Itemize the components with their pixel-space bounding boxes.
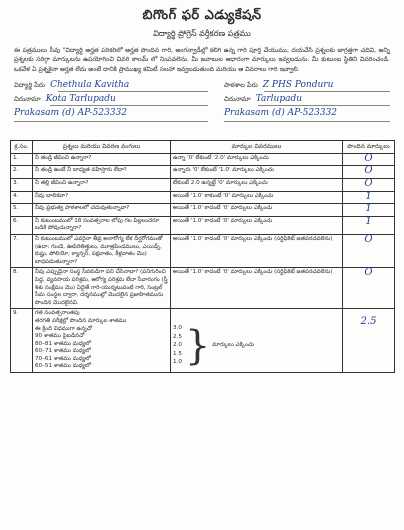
row-number: 1. (11, 153, 33, 166)
school-name-value: Z PHS Ponduru (262, 80, 334, 91)
row-question: నీ తల్లి జీవించి ఉన్నారా? (33, 179, 171, 192)
row-score-cell[interactable] (343, 268, 395, 309)
row-marks-rule: లేకుంటే 2.0 ఉన్నట్టే '0' మార్కులు ఎక్కించు (171, 179, 343, 192)
row-marks-rule: అయితే '1.0' కాదంటే '0' మార్కులు ఎక్కించు (సర్టిఫికెట్ జతపరచవలెను) (171, 268, 343, 309)
grade-option: 70–61 శాతము మధ్యలో (35, 355, 91, 362)
grade-option: 60–71 శాతము మధ్యలో (35, 348, 91, 355)
row-number: 2. (11, 166, 33, 179)
table-row (11, 216, 395, 234)
school-address-value: Tarlupadu (255, 94, 303, 105)
row-number: 4. (11, 191, 33, 204)
row-question: నీ కుటుంబములో ఎవరైనా తీవ్ర అనారోగ్య లేక దీర్ఘరోగముతో (ఉదా: గుండె, ఊపిరితిత్తులు, మూత్రపిండములు, ఎయిడ్స్, కుష్టు, పోలియో, క్యాన్సర్, పక్షవాతం, కీళ్లవాతం మొ) బాధపడుతున్నారా? (33, 234, 171, 267)
row-marks-rule: ఉన్నారు '0' లేకుంటే '1.0' మార్కులు ఎక్కించు (171, 166, 343, 179)
grade-marks-text: మార్కులు ఎక్కించు (212, 341, 255, 348)
row-number: 3. (11, 179, 33, 192)
row-question-grades (33, 309, 171, 373)
row-number: 6. (11, 216, 33, 234)
row-number: 5. (11, 204, 33, 217)
row-question: నీవు ఎప్పుడైనా సంస్థ సేవకుడిగా పని చేసినావా? (పనిగురించి పెద్ద, వ్యవసాయ పరిశ్రమ, ఆరోగ్య పరిశ్రమ లేదా సేవారంగం (స్త్రీ శిశు సంక్షేమం మొ) ఏదైతే గారి-యున్నటువంటి గారి, సెంట్రల్ సీమ సంస్థల ద్వారా, దర్శనముల్లో మొదలైన ప్రజాహితమును పొందిన మొదలైనవి. (33, 268, 171, 309)
row-question: నీవు బాలికవా? (33, 191, 171, 204)
school-address-line2-value: Prakasam (d) AP-523332 (224, 108, 338, 119)
school-name-label: పాఠశాల పేరు (224, 81, 258, 90)
grade-option: 80–81 శాతము మధ్యలో (35, 340, 91, 347)
table-row (11, 204, 395, 217)
row-score: 2.5 (360, 316, 377, 328)
row-score: O (364, 152, 373, 164)
row-score-cell[interactable] (343, 153, 395, 166)
table-row (11, 268, 395, 309)
header-marks: మార్కుల వివరములు (171, 141, 343, 154)
grades-line3: ఈ క్రింది విధముగా ఉన్నచో (35, 325, 92, 332)
header-serial: క్ర.సం. (11, 141, 33, 154)
table-row (11, 166, 395, 179)
grade-mark-value: 1.5 (173, 350, 182, 357)
table-row (11, 234, 395, 267)
row-score-cell[interactable] (343, 179, 395, 192)
evaluation-table (10, 140, 395, 373)
student-name-label: విద్యార్థి పేరు (14, 81, 46, 90)
grade-mark-value: 2.0 (173, 342, 182, 349)
table-row-grades (11, 309, 395, 373)
row-score-cell[interactable] (343, 166, 395, 179)
row-question: నీ కుటుంబములో 18 సంవత్సరాల లోపు గల పిల్లలందరూ బడికి పోవుచున్నారా? (33, 216, 171, 234)
header-score: పొందిన మార్కులు (343, 141, 395, 154)
row-score: O (364, 178, 373, 189)
row-score-cell[interactable] (343, 309, 395, 373)
row-score: 1 (365, 215, 372, 227)
school-address-label: చిరునామా (224, 95, 251, 104)
grades-title: గత సంవత్సరాంతపు (35, 310, 80, 317)
row-marks-grades (171, 309, 343, 373)
row-score-cell[interactable] (343, 216, 395, 234)
row-score-cell[interactable] (343, 204, 395, 217)
address-line2-value: Prakasam (d) AP-523332 (14, 108, 128, 119)
grade-option: 60–51 శాతము మధ్యలో (35, 363, 91, 370)
form-title: బిగొంగ్ ఫర్ ఎడ్యుకేషన్ (142, 8, 262, 23)
grade-mark-value: 2.5 (173, 333, 182, 340)
address-line2-field (14, 108, 127, 118)
school-address-line2-field (224, 108, 337, 118)
grade-marks-list (173, 324, 182, 367)
form-subtitle: విద్యార్థి ప్రోగ్రెస్ వర్తీకరణ పత్రము (153, 29, 251, 38)
row-score-cell[interactable] (343, 191, 395, 204)
row-score-cell[interactable] (343, 234, 395, 267)
row-number: 8. (11, 268, 33, 309)
row-marks-rule: అయితే '1.0' కాదంటే '0' మార్కులు ఎక్కించు (171, 216, 343, 234)
row-score: O (364, 267, 373, 279)
row-score: O (364, 165, 373, 177)
grades-line2: తరగతి పరీక్షల్లో పొందిన మార్కుల శాతము (35, 317, 127, 324)
table-row (11, 179, 395, 192)
address-value: Kota Tarlupadu (45, 94, 116, 105)
row-marks-rule: అయితే '1.0' కాదంటే '0' మార్కులు ఎక్కించు (సర్టిఫికెట్ జతపరచవలెను) (171, 234, 343, 267)
row-score: O (364, 233, 373, 245)
row-number: 9. (11, 309, 33, 373)
row-question: నీ తండ్రి ఉంటే నీ బాధ్యత వహిస్తారు లేదా? (33, 166, 171, 179)
address-field (14, 94, 116, 105)
row-score: 1 (365, 190, 372, 202)
header-question: ప్రశ్నలు మరియు వివరణ వంగులు (33, 141, 171, 154)
student-name-field (14, 80, 129, 91)
school-name-field (224, 80, 333, 91)
row-marks-rule: అయితే '1.0' కాదంటే '0' మార్కులు ఎక్కించు (171, 204, 343, 217)
grade-option: 90 శాతము పైబడినచో (35, 333, 85, 340)
grade-mark-value: 1.0 (173, 359, 182, 366)
address-label: చిరునామా (14, 95, 41, 104)
school-address-field (224, 94, 302, 105)
instructions-paragraph: ఈ పత్రములు సీవు "విద్యార్థి అర్హత పరికరిలో అర్హత పొందిన గారి, అంగన్వాడీల్లో కలిగి ఉన్న గారి పూర్తి చేయుము, దయచేసి ప్రశ్నలకు జాగ్రత్తగా చదివి, అన్ని ప్రశ్నలకు సరిగ్గా మార్కులను ఉపయోగించి చివరి కాలమ్ లో నింపవలెను. మీ జవాబుల ఆధారంగా మార్కులు ఇవ్వబడును. మీ కుటుంబ స్థితిని వివరించండి. ఒకవేళ ఏ ప్రశ్నకైనా అర్హత లేదు అంటే దానికి ప్రాముఖ్య కమిటీ సలహా ఇవ్వబడుతుంది మరియు ఆ వివరాలు గారి ఇవ్వాలి. (14, 47, 390, 73)
row-marks-rule: అయితే '1.0' కాకుంటే '0' మార్కులు ఎక్కించు (171, 191, 343, 204)
row-number: 7. (11, 234, 33, 267)
row-question: నీవు ప్రభుత్వ పాఠశాలలో చదువుతున్నావా? (33, 204, 171, 217)
table-row (11, 191, 395, 204)
row-question: నీ తండ్రి జీవించి ఉన్నారా? (33, 153, 171, 166)
brace-symbol: } (184, 322, 211, 369)
table-header-row (11, 141, 395, 154)
row-score: 1 (365, 203, 372, 215)
student-details (10, 76, 394, 138)
row-marks-rule: ఉన్నా '0' లేకుంటే '2.0' మార్కులు ఎక్కించు (171, 153, 343, 166)
table-row (11, 153, 395, 166)
grade-mark-value: 3.0 (173, 325, 182, 332)
student-name-value: Chethula Kavitha (50, 80, 130, 91)
